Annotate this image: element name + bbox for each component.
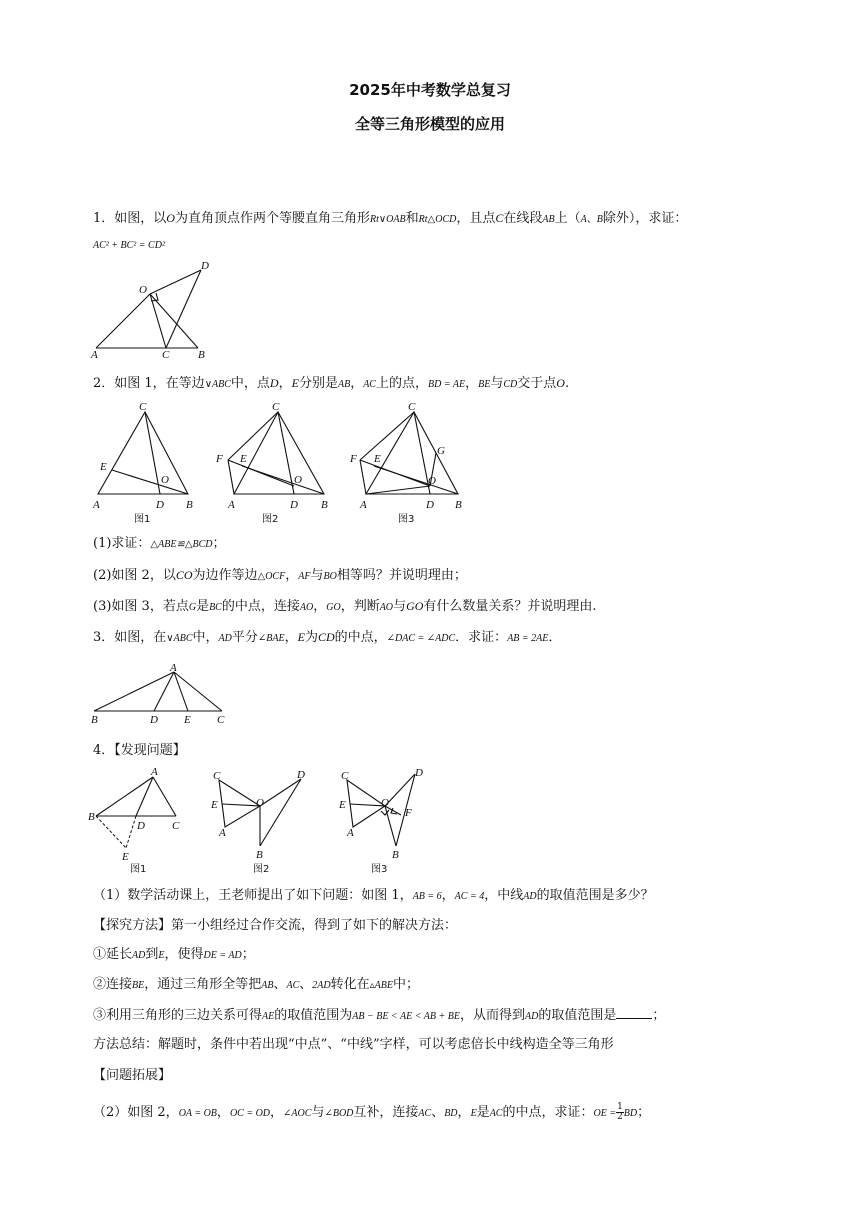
q4f3-label-B: B: [392, 849, 399, 861]
q3-label-D: D: [150, 714, 158, 726]
q2f1-label-C: C: [139, 401, 147, 413]
q2-figure-2: [214, 398, 339, 526]
q4f3-caption: 图3: [371, 864, 388, 875]
q2f3-label-F: F: [350, 453, 357, 465]
q4-heading: 4．【发现问题】: [93, 743, 186, 758]
q4f3-label-C: C: [341, 770, 349, 782]
q2f1-label-E: E: [100, 461, 107, 473]
q2f2-label-E: E: [240, 453, 247, 465]
q2f3-label-E: E: [374, 453, 381, 465]
q1-statement: 1．如图，以O为直角顶点作两个等腰直角三角形Rt∨OAB和Rt△OCD，且点C在线段AB上（A、B除外），求证：: [93, 211, 688, 226]
q2f2-label-O: O: [294, 474, 302, 486]
q2f1-label-O: O: [161, 474, 169, 486]
q4f3-label-F: F: [405, 807, 412, 819]
q4f1-label-E: E: [122, 851, 129, 863]
q2-figure-3: [348, 398, 473, 526]
q1-label-O: O: [139, 284, 147, 296]
q2f3-label-B: B: [455, 499, 462, 511]
q2f1-label-A: A: [93, 499, 100, 511]
q4-step3: ③利用三角形的三边关系可得AE的取值范围为AB − BE < AE < AB + BE，从而得到AD的取值范围是 ；: [93, 1008, 666, 1023]
q3-label-A: A: [170, 662, 177, 674]
q2f2-label-F: F: [216, 453, 223, 465]
q3-label-B: B: [91, 714, 98, 726]
q2f3-label-G: G: [437, 445, 445, 457]
q2f2-label-B: B: [321, 499, 328, 511]
q2f1-label-D: D: [156, 499, 164, 511]
q4-part1: （1）数学活动课上，王老师提出了如下问题：如图 1，AB = 6，AC = 4，中线AD的取值范围是多少？: [93, 888, 654, 903]
q4-extension-heading: 【问题拓展】: [93, 1068, 172, 1083]
q4f1-label-A: A: [151, 766, 158, 778]
q1-label-A: A: [91, 349, 98, 361]
answer-blank[interactable]: [616, 1006, 652, 1019]
q2-part2: (2)如图 2，以CO为边作等边△OCF，AF与BO相等吗？并说明理由；: [93, 568, 467, 583]
q2f2-caption: 图2: [262, 514, 279, 525]
q4f2-label-O: O: [256, 797, 264, 809]
q4f3-label-D: D: [415, 767, 423, 779]
q2f1-label-B: B: [186, 499, 193, 511]
q4-figure-2: [205, 764, 320, 876]
q3-label-C: C: [217, 714, 225, 726]
q2f3-caption: 图3: [398, 514, 415, 525]
q2f3-label-C: C: [408, 401, 416, 413]
q2f2-label-C: C: [272, 401, 280, 413]
q1-figure: [88, 260, 228, 360]
q4f2-label-D: D: [297, 769, 305, 781]
page-subtitle: 全等三角形模型的应用: [354, 115, 505, 133]
q4f1-label-C: C: [172, 820, 180, 832]
q2f3-label-D: D: [426, 499, 434, 511]
q4-figure-3: [333, 764, 448, 876]
q4f3-label-E: E: [339, 799, 346, 811]
q2-part1: (1)求证：△ABE≌△BCD；: [93, 536, 226, 551]
q2f2-label-D: D: [290, 499, 298, 511]
q4-figure-1: [88, 764, 193, 876]
q3-label-E: E: [184, 714, 191, 726]
q4f2-label-A: A: [219, 827, 226, 839]
q4f3-label-A: A: [347, 827, 354, 839]
q2f3-label-A: A: [360, 499, 367, 511]
q2f3-label-O: O: [428, 475, 436, 487]
page-title: 2025年中考数学总复习: [349, 81, 511, 99]
q4f2-caption: 图2: [253, 864, 270, 875]
q2-part3: (3)如图 3，若点G是BC的中点，连接AO，GO，判断AO与GO有什么数量关系？并说明理由.: [93, 599, 597, 614]
q4-summary: 方法总结：解题时，条件中若出现“中点”、“中线”字样，可以考虑倍长中线构造全等三角形: [93, 1037, 614, 1052]
q1-formula: AC² + BC² = CD²: [93, 240, 165, 251]
q4f1-label-D: D: [137, 820, 145, 832]
q4f2-label-E: E: [211, 799, 218, 811]
q4f2-label-C: C: [213, 770, 221, 782]
q4-step2: ②连接BE，通过三角形全等把AB、AC、2AD转化在▵ABE中；: [93, 977, 420, 992]
q4f1-label-B: B: [88, 811, 95, 823]
q1-label-B: B: [198, 349, 205, 361]
q4-method: 【探究方法】第一小组经过合作交流，得到了如下的解决方法：: [93, 918, 458, 933]
q2-statement: 2．如图 1，在等边∨ABC中，点D，E分别是AB，AC上的点，BD = AE，BE与CD交于点O.: [93, 376, 570, 391]
q1-label-D: D: [201, 260, 209, 272]
q3-statement: 3．如图，在∨ABC中，AD平分∠BAE，E为CD的中点，∠DAC = ∠ADC．求证：AB = 2AE．: [93, 630, 562, 645]
q4-step1: ①延长AD到E，使得DE = AD；: [93, 947, 255, 962]
q3-figure: [88, 660, 238, 726]
q1-label-C: C: [162, 349, 170, 361]
q2f1-caption: 图1: [134, 514, 151, 525]
q4f3-label-O: O: [381, 797, 389, 809]
q4f1-caption: 图1: [130, 864, 147, 875]
q2-figure-1: [90, 398, 200, 526]
half-fraction: $\frac{1}{2}$: [617, 1102, 623, 1122]
q4-part2: （2）如图 2，OA = OB，OC = OD，∠AOC与∠BOD互补，连接AC、BD，E是AC的中点，求证：OE = $\frac{1}{2}$ BD；: [93, 1102, 651, 1122]
q2f2-label-A: A: [228, 499, 235, 511]
q4f2-label-B: B: [256, 849, 263, 861]
